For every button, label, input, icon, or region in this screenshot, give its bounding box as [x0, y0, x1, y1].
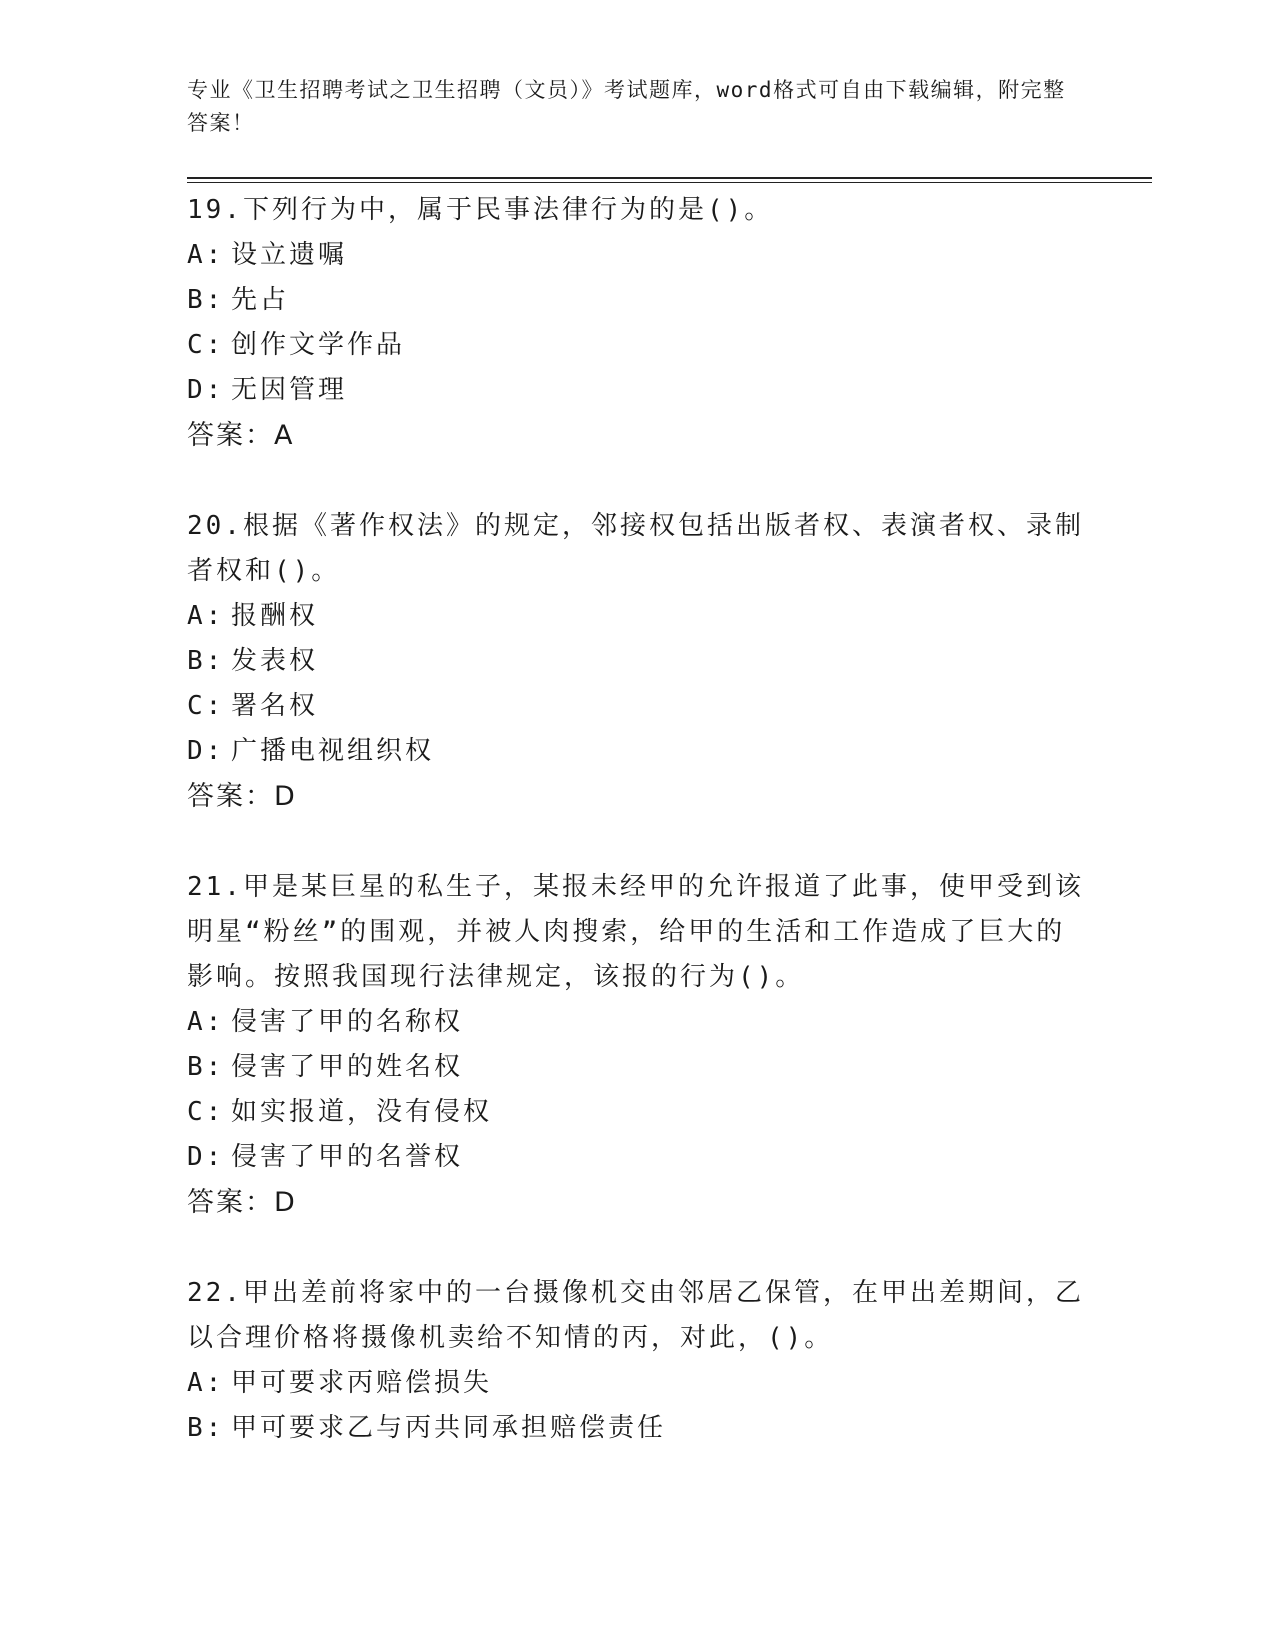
- option-b: [187, 639, 1087, 684]
- option-letter: D:: [187, 375, 225, 405]
- option-c: [187, 1090, 1087, 1135]
- option-b: [187, 1045, 1087, 1090]
- option-text: 侵害了甲的名誉权: [231, 1142, 464, 1172]
- option-b: [187, 1406, 1087, 1451]
- option-letter: A:: [187, 1007, 225, 1037]
- option-letter: C:: [187, 691, 225, 721]
- option-letter: D:: [187, 736, 225, 766]
- option-letter: B:: [187, 1052, 225, 1082]
- option-text: 无因管理: [231, 375, 348, 405]
- option-text: 署名权: [231, 691, 319, 721]
- question-stem: 22.甲出差前将家中的一台摄像机交由邻居乙保管，在甲出差期间，乙以合理价格将摄像机卖给不知情的丙，对此，()。: [187, 1278, 1084, 1353]
- question-stem: 21.甲是某巨星的私生子，某报未经甲的允许报道了此事，使甲受到该明星“粉丝”的围观，并被人肉搜索，给甲的生活和工作造成了巨大的影响。按照我国现行法律规定，该报的行为()。: [187, 872, 1084, 992]
- option-letter: A:: [187, 601, 225, 631]
- option-letter: C:: [187, 330, 225, 360]
- option-letter: B:: [187, 285, 225, 315]
- question-list: [187, 188, 1087, 1497]
- option-d: [187, 729, 1087, 774]
- document-header: 专业《卫生招聘考试之卫生招聘（文员）》考试题库，word格式可自由下载编辑，附完整答案！: [187, 78, 1066, 135]
- option-a: [187, 594, 1087, 639]
- answer: 答案：A: [187, 420, 295, 451]
- header-divider-thick: [187, 177, 1152, 179]
- option-text: 创作文学作品: [231, 330, 406, 360]
- option-letter: D:: [187, 1142, 225, 1172]
- option-d: [187, 1135, 1087, 1180]
- option-a: [187, 1000, 1087, 1045]
- option-b: [187, 278, 1087, 323]
- question-stem: 19.下列行为中，属于民事法律行为的是()。: [187, 195, 774, 225]
- question-stem: 20.根据《著作权法》的规定，邻接权包括出版者权、表演者权、录制者权和()。: [187, 511, 1084, 586]
- option-a: [187, 1361, 1087, 1406]
- option-text: 报酬权: [231, 601, 319, 631]
- option-c: [187, 684, 1087, 729]
- question-20: [187, 504, 1087, 819]
- option-c: [187, 323, 1087, 368]
- option-text: 发表权: [231, 646, 319, 676]
- option-d: [187, 368, 1087, 413]
- option-text: 如实报道，没有侵权: [231, 1097, 493, 1127]
- question-21: [187, 865, 1087, 1225]
- option-text: 广播电视组织权: [231, 736, 435, 766]
- option-text: 先占: [231, 285, 290, 315]
- option-text: 侵害了甲的名称权: [231, 1007, 464, 1037]
- option-text: 甲可要求乙与丙共同承担赔偿责任: [231, 1413, 667, 1443]
- option-text: 设立遗嘱: [231, 240, 348, 270]
- option-text: 侵害了甲的姓名权: [231, 1052, 464, 1082]
- question-19: [187, 188, 1087, 458]
- header-divider-thin: [187, 182, 1152, 183]
- option-text: 甲可要求丙赔偿损失: [231, 1368, 493, 1398]
- option-letter: B:: [187, 1413, 225, 1443]
- option-letter: B:: [187, 646, 225, 676]
- option-letter: A:: [187, 240, 225, 270]
- answer: 答案：D: [187, 781, 297, 812]
- answer: 答案：D: [187, 1187, 297, 1218]
- option-letter: A:: [187, 1368, 225, 1398]
- option-letter: C:: [187, 1097, 225, 1127]
- document-page: [187, 0, 1152, 1650]
- option-a: [187, 233, 1087, 278]
- question-22: [187, 1271, 1087, 1451]
